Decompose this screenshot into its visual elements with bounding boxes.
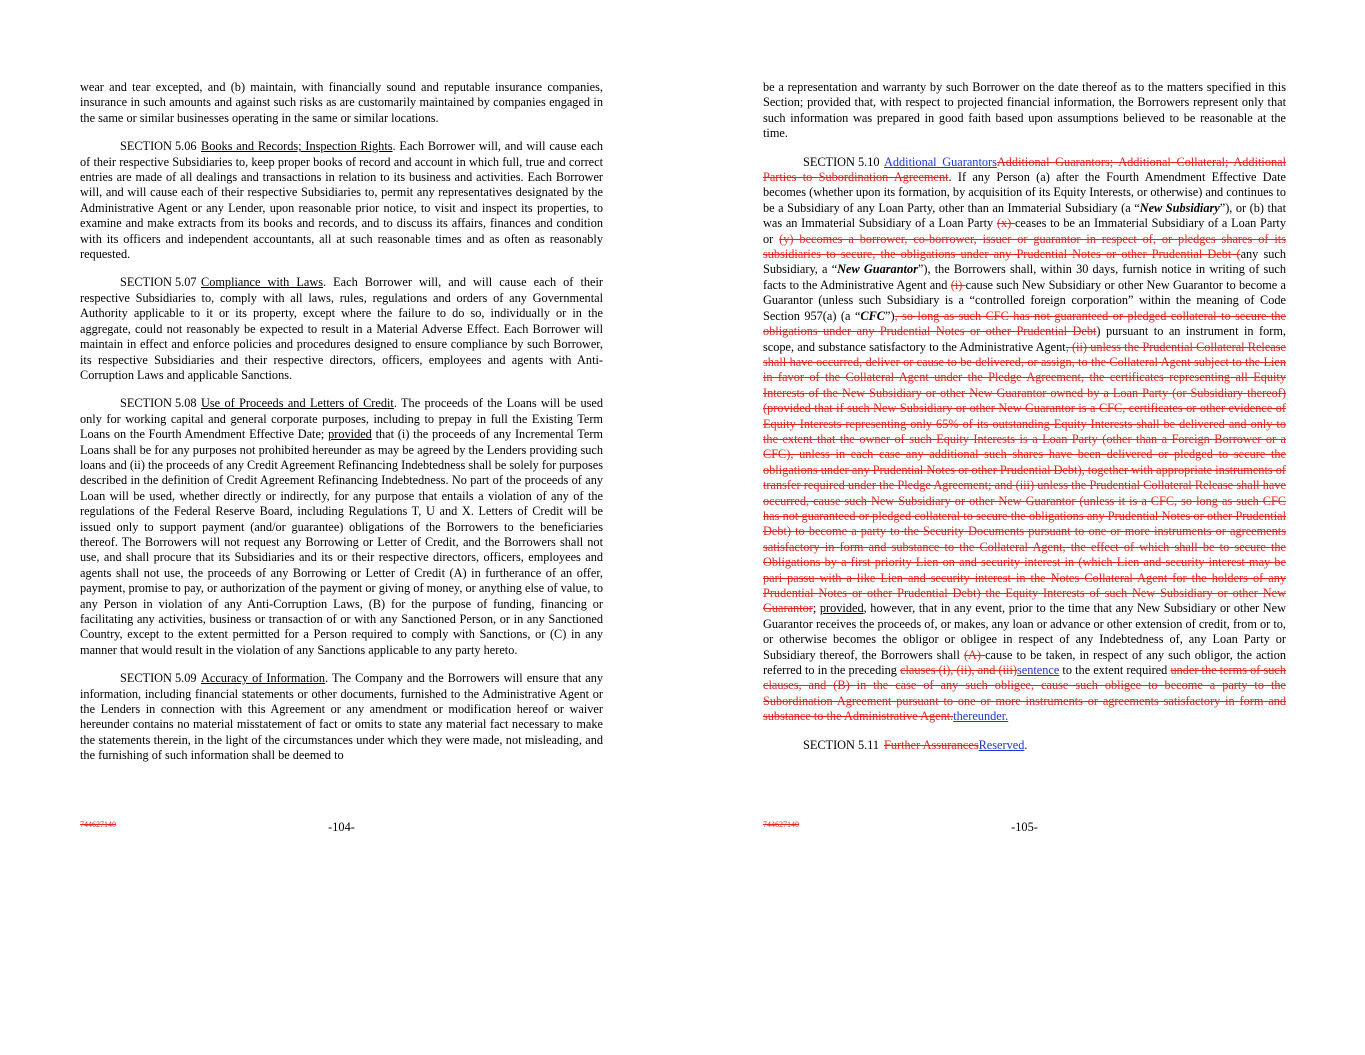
section-number: SECTION 5.07	[120, 275, 197, 290]
defined-term-new-guarantor: New Guarantor	[837, 262, 918, 277]
paragraph-5-09-cont: be a representation and warranty by such Borrower on the date thereof as to the matters specified in this Section; provided that, with respect to projected financial information, the Borrowers represent only that such information was prepared in good faith based upon assumptions believed to be reasonable at the time.	[763, 80, 1286, 141]
text: cause to be taken, in respect of any such obligor, the action referred to in the preceding	[763, 647, 1287, 678]
inserted-text: sentence	[1016, 663, 1060, 678]
text: to the extent required	[1059, 663, 1171, 678]
section-body: . The Company and the Borrowers will ensure that any information, including financial statements or other documents, furnished to the Administrative Agent or the Lenders in connection with this Agreement or any amendment or modification hereof or waiver hereunder contains no material misstatement of fact or omits to state any material fact necessary to make the statements therein, in the light of the circumstances under which they were made, not misleading, and the furnishing of such information shall be deemed to	[80, 671, 604, 763]
inserted-title: Additional Guarantors	[884, 154, 997, 169]
section-5-09	[80, 671, 603, 763]
defined-term-cfc: CFC	[860, 308, 886, 323]
provided-term: provided	[819, 601, 864, 616]
section-number: SECTION 5.11	[803, 737, 880, 752]
page-104	[80, 80, 603, 777]
defined-term-new-subsidiary: New Subsidiary	[1139, 200, 1220, 215]
section-body: . Each Borrower will, and will cause each of their respective Subsidiaries to, keep proper books of record and account in which full, true and correct entries are made of all dealings and transactions in relation to its business and activities. Each Borrower will, and will cause each of their respective Subsidiaries to, permit any representatives designated by the Administrative Agent or any Lender, upon reasonable prior notice, to visit and inspect its properties, to examine and make extracts from its books and records, and to discuss its affairs, finances and condition with its officers and independent accountants, all at such reasonable times and as often as reasonably requested.	[80, 139, 603, 262]
text: cause such New Subsidiary or other New Guarantor to become a Guarantor (unless such Subsidiary is a “controlled foreign corporation” within the meaning of Code Section 957(a) (a “	[763, 277, 1287, 323]
section-number: SECTION 5.08	[120, 396, 197, 411]
section-5-06	[80, 139, 603, 262]
text: ceases to be an Immaterial Subsidiary of a Loan Party or	[763, 216, 1286, 246]
section-5-11	[763, 738, 1286, 753]
section-body: . Each Borrower will, and will cause each of their respective Subsidiaries to, comply with all laws, rules, regulations and orders of any Governmental Authority applicable to it or its property, except where the failure to do so, individually or in the aggregate, could not reasonably be expected to result in a Material Adverse Effect. Each Borrower will maintain in effect and enforce policies and procedures designed to ensure compliance by such Borrower, its respective Subsidiaries and their respective directors, officers, employees and agents with Anti-Corruption Laws and applicable Sanctions.	[80, 275, 603, 382]
deleted-text: (y) becomes a borrower, co-borrower, issuer or guarantor in respect of, or pledges shares of its subsidiaries to secure, the obligations under any Prudential Notes or other Prudential Debt (	[763, 231, 1286, 262]
footer-104	[80, 820, 603, 840]
text: ”), the Borrowers shall, within 30 days, furnish notice in writing of such facts to the Administrative Agent and	[763, 262, 1287, 292]
deleted-text: , (ii) unless the Prudential Collateral Release shall have occurred, deliver or cause to be delivered, or assign, to the Collateral Agent subject to the Lien in favor of the Collateral Agent under the Pledge Agreement, the certificates representing all Equity Interests of the New Subsidiary or other New Guarantor owned by a Loan Party (or Subsidiary thereof) (provided that if such New Subsidiary or other New Guarantor is a CFC, certificates or other evidence of Equity Interests representing only 65% of its outstanding Equity Interests shall be delivered and only to the extent that the owner of such Equity Interests is a Loan Party (other than a Foreign Borrower or a CFC), unless in each case any additional such shares have been delivered or pledged to secure the obligations under any Prudential Notes or other Prudential Debt), together with appropriate instruments of transfer required under the Pledge Agreement; and (iii) unless the Prudential Collateral Release shall have occurred, cause such New Subsidiary or other New Guarantor (unless it is a CFC, so long as such CFC has not guaranteed or pledged collateral to secure the obligations any Prudential Notes or other Prudential Debt) to become a party to the Security Documents pursuant to one or more instruments or agreements satisfactory in form and substance to the Collateral Agent, the effect of which shall be to secure the Obligations by a first priority Lien on and security interest in (which Lien and security interest may be pari passu with a like Lien and security interest in the Notes Collateral Agent for the holders of any Prudential Notes or other Prudential Debt) the Equity Interests of such New Subsidiary or other New Guarantor	[763, 339, 1286, 616]
footer-105	[763, 820, 1286, 840]
page-number: -105-	[1011, 820, 1038, 834]
text: ”), or (b) that was an Immaterial Subsidiary of a Loan Party	[763, 200, 1286, 231]
section-title: Compliance with Laws	[201, 275, 324, 290]
section-body-cont: that (i) the proceeds of any Incremental Term Loans shall be for any purposes not prohibited hereunder as may be agreed by the Lenders providing such loans and (ii) the proceeds of any Credit Agreement Refinancing Indebtedness shall be solely for purposes described in the definition of Credit Agreement Refinancing Indebtedness. No part of the proceeds of any Loan will be used, whether directly or indirectly, for any purpose that entails a violation of any of the regulations of the Federal Reserve Board, including Regulations T, U and X. Letters of Credit will be issued only to support payment (and/or guarantee) obligations of the Borrowers to the beneficiaries thereof. The Borrowers will not request any Borrowing or Letter of Credit, and the Borrowers shall not use, and shall procure that its Subsidiaries and its or their respective directors, officers, employees and agents shall not use, the proceeds of any Borrowing or Letter of Credit (A) in furtherance of an offer, payment, promise to pay, or authorization of the payment or giving of money, or anything else of value, to any Person in violation of any Anti-Corruption Laws, (B) for the purpose of funding, financing or facilitating any activities, business or transaction of or with any Sanctioned Person, or in any Sanctioned Country, except to the extent permitted for a Person required to comply with Sanctions, or (C) in any manner that would result in the violation of any Sanctions applicable to any party hereto.	[80, 427, 603, 657]
section-title: Use of Proceeds and Letters of Credit	[201, 396, 394, 411]
section-title: Books and Records; Inspection Rights	[201, 139, 393, 154]
text: ;	[812, 601, 820, 616]
paragraph-5-05-cont: wear and tear excepted, and (b) maintain, with financially sound and reputable insurance companies, insurance in such amounts and against such risks as are customarily maintained by companies engaged in the same or similar businesses operating in the same or similar locations.	[80, 80, 603, 125]
section-5-10	[763, 155, 1286, 725]
deleted-text: (i)	[950, 277, 966, 292]
document-id: 744627140	[763, 820, 799, 829]
deleted-title: Additional Guarantors; Additional Collateral; Additional Parties to Subordination Agreement	[763, 154, 1286, 185]
text: , however, that in any event, prior to the time that any New Subsidiary or other New Guarantor receives the proceeds of, or makes, any loan or advance or other extension of credit, from or to, or otherwise becomes the obligor or obligee in respect of any Indebtedness of, any Loan Party or Subsidiary thereof, the Borrowers shall	[763, 601, 1286, 662]
text: any such Subsidiary, a “	[763, 247, 1286, 277]
section-number: SECTION 5.06	[120, 139, 197, 154]
deleted-text: , so long as such CFC has not guaranteed or pledged collateral to secure the obligations under any Prudential Notes or other Prudential Debt	[763, 308, 1286, 339]
section-number: SECTION 5.10	[803, 154, 880, 169]
text: ) pursuant to an instrument in form, scope, and substance satisfactory to the Administrative Agent	[763, 324, 1286, 354]
deleted-text: (x)	[996, 216, 1015, 231]
inserted-title: Reserved	[978, 737, 1025, 752]
section-5-07	[80, 275, 603, 383]
page-number: -104-	[328, 820, 355, 834]
section-title: Accuracy of Information	[201, 671, 326, 686]
deleted-title: Further Assurances	[884, 737, 979, 752]
section-5-08	[80, 396, 603, 658]
deleted-text: (A)	[963, 647, 986, 662]
provided-term: provided	[328, 427, 372, 442]
document-id: 744627140	[80, 820, 116, 829]
deleted-text: clauses (i), (ii), and (iii)	[900, 663, 1017, 678]
section-number: SECTION 5.09	[120, 671, 197, 686]
deleted-text: under the terms of such clauses, and (B) in the case of any such obligee, cause such obligee to become a party to the Subordination Agreement pursuant to one or more instruments or agreements satisfactory in form and substance to the Administrative Agent.	[763, 663, 1286, 724]
section-body: . The proceeds of the Loans will be used only for working capital and general corporate purposes, including to prepay in full the Existing Term Loans on the Fourth Amendment Effective Date;	[80, 396, 604, 442]
page-105	[763, 80, 1286, 766]
text: .	[1024, 737, 1028, 752]
inserted-text: thereunder.	[953, 709, 1009, 724]
text: ”)	[885, 308, 895, 323]
text: . If any Person (a) after the Fourth Amendment Effective Date becomes (whether upon its formation, by acquisition of its Equity Interests, or otherwise) and continues to be a Subsidiary of any Loan Party, other than an Immaterial Subsidiary (a “	[763, 170, 1286, 215]
